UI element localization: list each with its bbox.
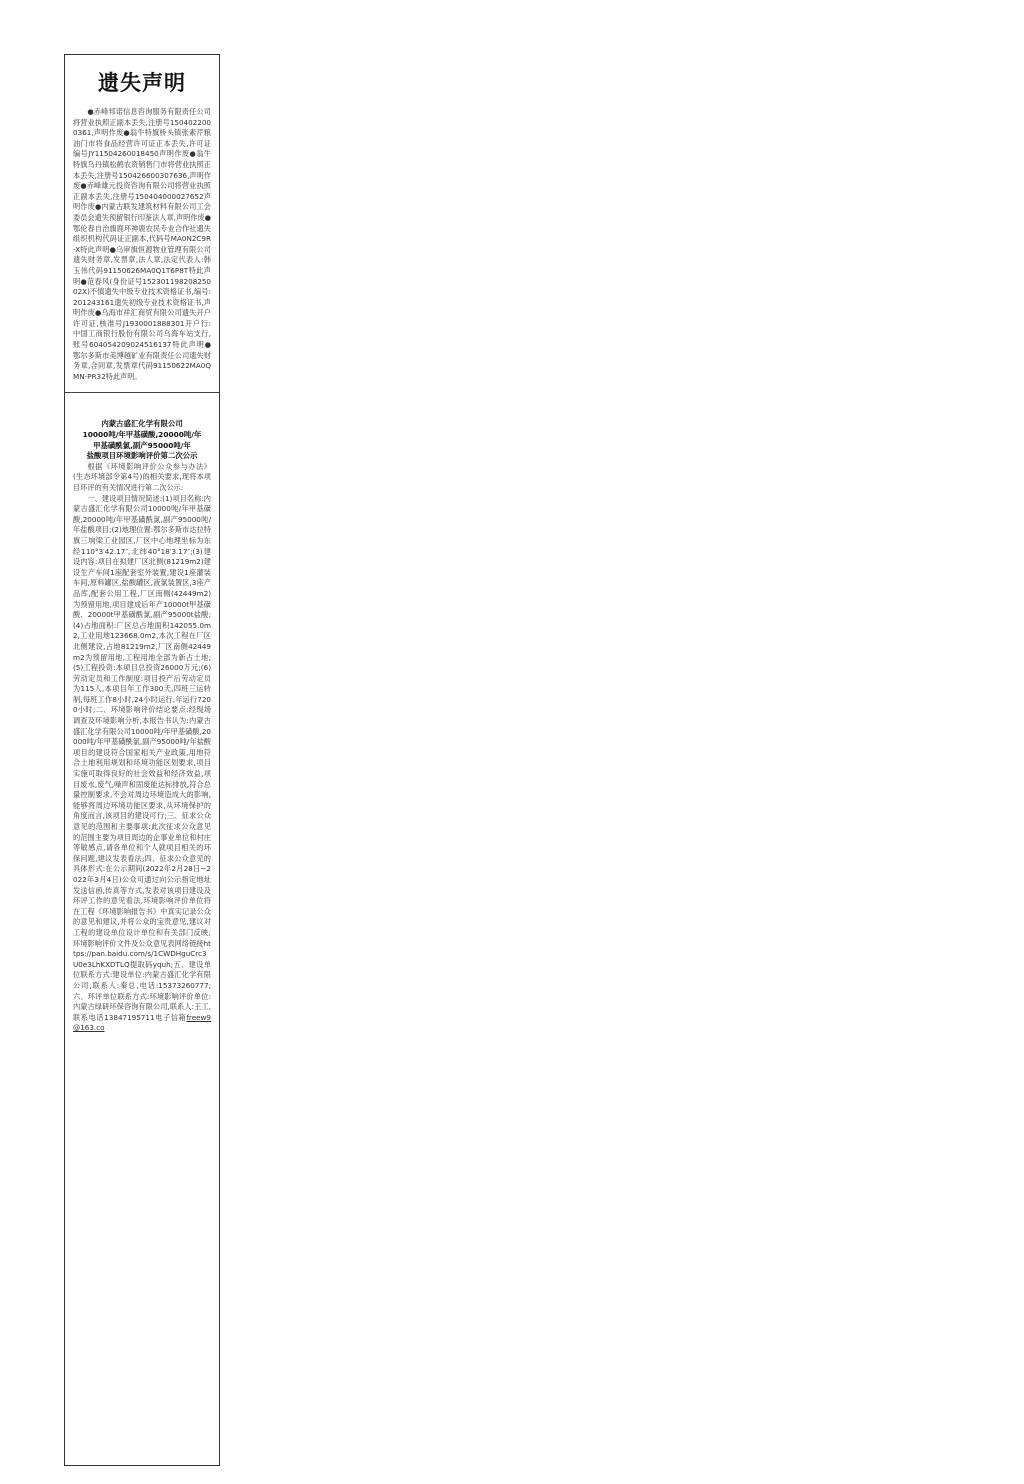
eia-heading-line: 盐酸项目环境影响评价第二次公示: [86, 451, 198, 461]
eia-paragraph-intro: 根据《环境影响评价公众参与办法》(生态环境部令第4号)的相关要求,现将本项目环评的有关情况进行第二次公示:: [73, 461, 211, 492]
eia-heading-line: 内蒙古盛汇化学有限公司: [101, 419, 183, 429]
section-divider: [65, 392, 219, 393]
eia-notice-heading: [65, 419, 219, 461]
loss-notice-title: 遗失声明: [98, 71, 186, 95]
loss-notice-body: ●赤峰邦诺信息咨询服务有限责任公司将营业执照正副本丢失,注册号1504022000361,声明作废●翁牛特旗桥头镇张素芹粮油门市将食品经营许可证正本丢失,许可证编号JY11504260018450声明作废●翁牛特旗乌丹镇松鹤农资销售门市将营业执照正本丢失,注册号150426600307636,声明作废●赤峰雄元投资咨询有限公司将营业执照正副本丢失,注册号150404000027652声明作废●内蒙古联发建筑材料有限公司工会委员会遗失预留银行印鉴法人章,声明作废●鄂伦春自治旗鹿环神鹿农民专业合作社遗失组织机构代码证正副本,代码号MA0N2C9R-X特此声明●乌审旗恒源物业管理有限公司遗失财务章,发票章,法人章,法定代表人:韩玉伟代码91150626MA0Q1T6P8T特此声明●范春风(身份证号152301198208250​02X)不慎遗失中级专业技术资格证书,编号:201243161遗失初级专业技术资格证书,声明作废●乌海市祥汇商贸有限公司遗失开户许可证,核准号J1930001888301开户行:中国工商银行股份有限公司乌海车站支行,账号6040542090245​16137特此声明●鄂尔多斯市美博越矿业有限责任公司遗失财务章,合同章,发票章代码91150622MA0QMN-PR32特此声明。: [73, 107, 211, 381]
newspaper-column: [64, 54, 220, 1466]
eia-heading-line: 10000吨/年甲基磺酸,20000吨/年: [82, 430, 202, 440]
eia-heading-line: 甲基磺酰氯,副产95000吨/年: [93, 440, 191, 450]
eia-paragraph-main-text: 一、建设项目情况简述:(1)项目名称:内蒙古盛汇化学有限公司10000吨/年甲基磺酸,20000吨/年甲基磺酰氯,副产95000吨/年盐酸项目;(2)地理位置:鄂尔多斯市达拉特旗三垧梁工业园区,厂区中心地理坐标为东经110°3′42.17″,北纬40°18′3.17″;(3)建设内容:项目在拟建厂区北侧(81219m2)建设生产车间1座配套室外装置,建设1座灌装车间,原料罐区,盐酸罐区,液氯装置区,3座产品库,配套公用工程,厂区南侧(42449m2)为预留用地,项目建成后年产10000t甲基磺酸、20000t甲基磺酰氯,副产95000t盐酸;(4)占地面积:厂区总占地面积142055.0m2,工业用地123668.0m2,本次工程在厂区北侧建设,占地81219m2,厂区南侧42449m2为预留用地,工程用地全部为新占土地;(5)工程投资:本项目总投资26000万元;(6)劳动定员和工作制度:项目投产后劳动定员为115人,本项目年工作300天,四班三运转制,每班工作8小时,24小时运行,年运行7200小时;二、环境影响评价结论要点:经现场调查及环境影响分析,本报告书认为:内蒙古盛汇化学有限公司10000吨/年甲基磺酸,20000吨/年甲基磺酰氯,副产95000吨/年盐酸项目的建设符合国家相关产业政策,用地符合土地利用规划和环境功能区划要求,项目实施可取得良好的社会效益和经济效益,项目废水,废气,噪声和固废能达标排放,符合总量控制要求,不会对周边环境造成大的影响,能够将周边环境功能区要求,从环境保护的角度而言,该项目的建设可行;三、征求公众意见的范围和主要事项:此次征求公众意见的范围主要为项目周边的企事业单位和村庄等敏感点,请各单位和个人就项目相关的环保问题,建议发表看法;四、征求公众意见的具体形式:在公示期间(2022年2月28日~2022年3月4日)公众可通过向公示指定地址发送信函,传真等方式,发表对该项目建设及环评工作的意见看法,环境影响评价单位将在工程《环境影响报告书》中真实记录公众的意见和建议,并将公众的宝贵意见,建议对工程的建设单位设计单位和有关部门反映;环境影响评价文件及公众意见表网络链接https://pan.baidu.com/s/1CWDHguCrc3U0e3LhKXDTLQ提取码yquh;五、建设单位联系方式:建设单位:内蒙古盛汇化学有限公司,联系人:秦总,电话:15373260777;六、环评单位联系方式:环境影响评价单位:内蒙古绿研环保咨询有限公司,联系人:王工,联系电话13847195711电子信箱: [73, 493, 211, 1022]
eia-paragraph-main: [65, 494, 219, 1034]
contact-email-link[interactable]: freew9@163.co: [73, 1012, 211, 1033]
